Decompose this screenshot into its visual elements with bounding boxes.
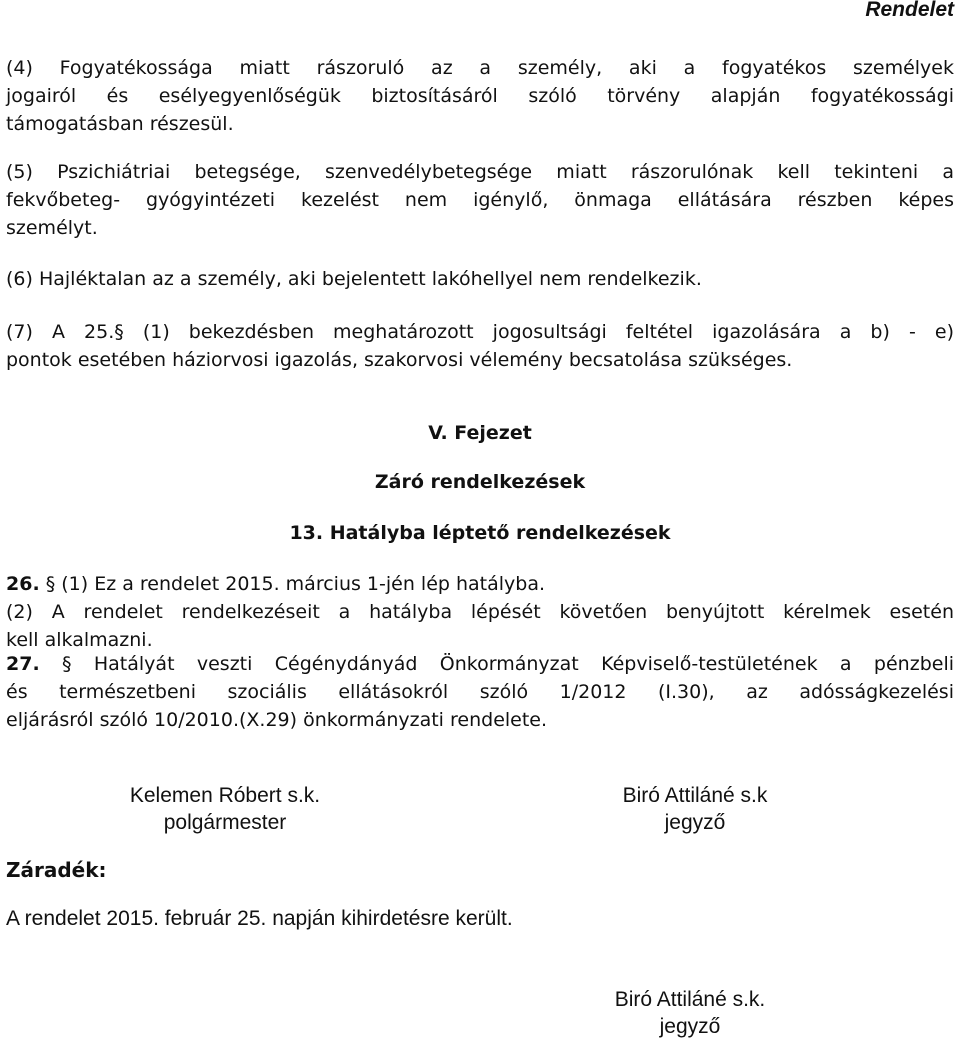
paragraph-line: jogairól és esélyegyenlőségük biztosításáról szóló törvény alapján fogyatékossági xyxy=(6,85,954,107)
paragraph-line: (5) Pszichiátriai betegsége, szenvedélybetegsége miatt rászorulónak kell tekinteni a xyxy=(6,161,954,183)
section-text: § Hatályát veszti Cégénydányád Önkormányzat Képviselő-testületének a pénzbeli xyxy=(39,653,954,675)
signatory-name: Kelemen Róbert s.k. xyxy=(129,784,321,807)
paragraph-7 xyxy=(6,318,954,374)
section-number: 27. xyxy=(6,653,40,675)
paragraph-6 xyxy=(6,265,954,293)
paragraph-line: eljárásról szóló 10/2010.(X.29) önkormányzati rendelete. xyxy=(6,709,548,731)
signatory-title: jegyző xyxy=(664,811,726,834)
chapter-heading: V. Fejezet xyxy=(428,422,532,444)
paragraph-line: (7) A 25.§ (1) bekezdésben meghatározott jogosultsági feltétel igazolására a b) - e) xyxy=(6,321,954,343)
signature-left xyxy=(100,782,350,836)
paragraph-4 xyxy=(6,54,954,138)
paragraph-line: kell alkalmazni. xyxy=(6,629,153,651)
clause-label: Záradék: xyxy=(6,858,107,882)
signature-right xyxy=(570,782,820,836)
signatory-name: Biró Attiláné s.k. xyxy=(614,988,766,1011)
paragraph-line: támogatásban részesül. xyxy=(6,113,234,135)
clause-text: A rendelet 2015. február 25. napján kihirdetésre került. xyxy=(6,907,513,930)
clause-signature xyxy=(565,986,815,1040)
paragraph-line: (6) Hajléktalan az a személy, aki bejelentett lakóhellyel nem rendelkezik. xyxy=(6,268,702,290)
paragraph-line: és természetbeni szociális ellátásokról szóló 1/2012 (I.30), az adósságkezelési xyxy=(6,681,954,703)
signatory-title: polgármester xyxy=(163,811,287,834)
paragraph-line: fekvőbeteg- gyógyintézeti kezelést nem igénylő, önmaga ellátására részben képes xyxy=(6,189,954,211)
document-type-label: Rendelet xyxy=(865,0,954,21)
section-26 xyxy=(6,570,954,654)
section-27 xyxy=(6,650,954,734)
signatory-name: Biró Attiláné s.k xyxy=(622,784,768,807)
paragraph-line: (4) Fogyatékossága miatt rászoruló az a személy, aki a fogyatékos személyek xyxy=(6,57,954,79)
paragraph-5 xyxy=(6,158,954,242)
section-number: 26. xyxy=(6,573,40,595)
paragraph-line: személyt. xyxy=(6,217,98,239)
paragraph-line: pontok esetében háziorvosi igazolás, szakorvosi vélemény becsatolása szükséges. xyxy=(6,349,793,371)
chapter-title: Záró rendelkezések xyxy=(374,471,586,493)
paragraph-line xyxy=(6,650,954,678)
paragraph-line xyxy=(6,570,954,598)
section-text: § (1) Ez a rendelet 2015. március 1-jén lép hatályba. xyxy=(39,573,546,595)
section-heading: 13. Hatályba léptető rendelkezések xyxy=(289,522,671,544)
signatory-title: jegyző xyxy=(659,1015,721,1038)
paragraph-line: (2) A rendelet rendelkezéseit a hatályba lépését követően benyújtott kérelmek esetén xyxy=(6,601,954,623)
